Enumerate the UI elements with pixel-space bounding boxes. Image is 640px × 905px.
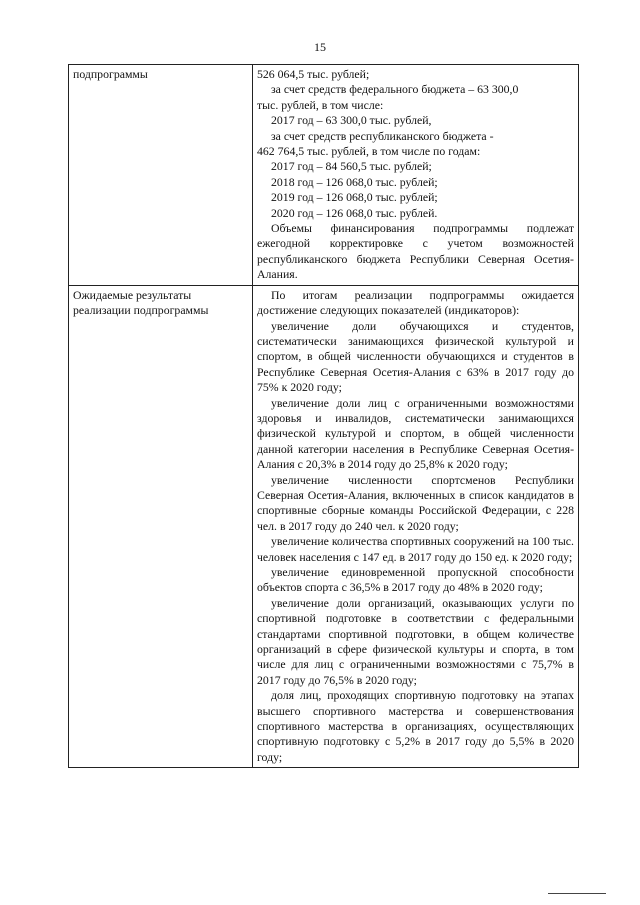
financing-federal: за счет средств федерального бюджета – 63 300,0	[271, 82, 519, 97]
results-item-students: увеличение доли обучающихся и студентов, систематически занимающихся физической культурой и спортом, в общей численности обучающихся и студентов в Республике Северная Осетия-Алания с 63% в 2017 году до 75% к 2020 году;	[257, 318, 574, 395]
financing-republic: за счет средств республиканского бюджета -	[271, 128, 494, 143]
financing-federal-2017: 2017 год – 63 300,0 тыс. рублей,	[271, 113, 432, 128]
table-row-results	[69, 285, 579, 768]
results-item-organizations: увеличение доли организаций, оказывающих услуги по спортивной подготовке в соответствии с федеральными стандартами спортивной подготовки, в общем количестве организаций в сфере физической культуры и спорта, в том числе для лиц с ограниченными возможностями с 75,7% в 2017 году до 76,5% в 2020 году;	[257, 595, 574, 687]
program-passport-table	[68, 64, 579, 768]
results-item-athletes: увеличение численности спортсменов Республики Северная Осетия-Алания, включенных в список кандидатов в спортивные сборные команды Российской Федерации, с 228 чел. в 2017 году до 240 чел. к 2020 году;	[257, 472, 574, 533]
row-label-financing: подпрограммы	[69, 65, 253, 286]
results-item-elite-training: доля лиц, проходящих спортивную подготовку на этапах высшего спортивного мастерства и совершенствования спортивного мастерства в организациях, осуществляющих спортивную подготовку с 5,2% в 2017 году до 5,5% в 2020 году;	[257, 688, 574, 764]
financing-republic-cont: 462 764,5 тыс. рублей, в том числе по годам:	[257, 144, 481, 159]
results-item-capacity: увеличение единовременной пропускной способности объектов спорта с 36,5% в 2017 году до 48% в 2020 году;	[257, 565, 574, 595]
row-label-results: Ожидаемые результаты реализации подпрограммы	[69, 285, 253, 768]
results-item-disabled: увеличение доли лиц с ограниченными возможностями здоровья и инвалидов, систематически занимающихся физической культурой и спортом, в общей численности данной категории населения в Республике Северная Осетия-Алания с 20,3% в 2014 году до 25,8% к 2020 году;	[257, 395, 574, 472]
financing-republic-2017: 2017 год – 84 560,5 тыс. рублей;	[271, 159, 432, 174]
financing-republic-2020: 2020 год – 126 068,0 тыс. рублей.	[271, 205, 438, 220]
financing-federal-cont: тыс. рублей, в том числе:	[257, 97, 384, 112]
financing-note: Объемы финансирования подпрограммы подлежат ежегодной корректировке с учетом возможностей республиканского бюджета Республики Северная Осетия-Алания.	[257, 221, 574, 282]
financing-republic-2018: 2018 год – 126 068,0 тыс. рублей;	[271, 174, 438, 189]
results-item-facilities: увеличение количества спортивных сооружений на 100 тыс. человек населения с 147 ед. в 2017 году до 150 ед. к 2020 году;	[257, 534, 574, 564]
page-number: 15	[314, 40, 326, 54]
table-row-financing	[69, 65, 579, 286]
financing-republic-2019: 2019 год – 126 068,0 тыс. рублей;	[271, 190, 438, 205]
financing-total: 526 064,5 тыс. рублей;	[257, 67, 370, 81]
footer-rule	[548, 893, 606, 894]
financing-details	[253, 65, 579, 286]
results-intro: По итогам реализации подпрограммы ожидается достижение следующих показателей (индикаторов):	[257, 287, 574, 318]
results-details	[253, 285, 579, 768]
